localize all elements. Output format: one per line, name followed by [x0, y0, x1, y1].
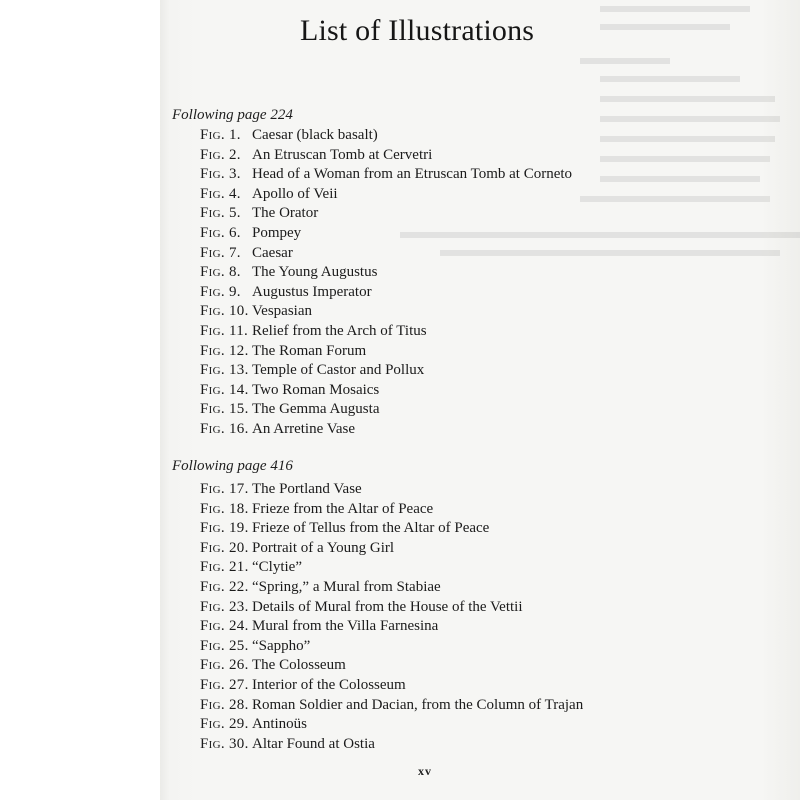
- figure-label: [200, 420, 252, 440]
- illustration-list-2: [200, 480, 583, 754]
- figure-caption: Frieze of Tellus from the Altar of Peace: [252, 520, 490, 537]
- figure-prefix: Fig.: [200, 224, 225, 241]
- figure-label: [200, 165, 252, 185]
- figure-number: 22.: [228, 578, 249, 595]
- figure-caption: Caesar: [252, 244, 293, 261]
- list-item: [200, 656, 583, 676]
- figure-number: 3.: [228, 166, 241, 183]
- figure-prefix: Fig.: [200, 205, 225, 222]
- list-item: [200, 480, 583, 500]
- figure-number: 12.: [228, 342, 249, 359]
- figure-caption: Relief from the Arch of Titus: [252, 322, 427, 339]
- figure-prefix: Fig.: [200, 539, 225, 556]
- figure-prefix: Fig.: [200, 420, 225, 437]
- figure-number: 1.: [228, 127, 241, 143]
- figure-number: 11.: [228, 322, 249, 339]
- figure-caption: An Arretine Vase: [252, 420, 356, 437]
- figure-label: [200, 735, 252, 755]
- figure-prefix: Fig.: [200, 166, 225, 183]
- figure-prefix: Fig.: [200, 637, 225, 654]
- section-heading-224: Following page 224: [172, 107, 293, 123]
- figure-label: [200, 361, 252, 381]
- figure-number: 23.: [228, 598, 249, 615]
- figure-label: [200, 500, 252, 520]
- figure-label: [200, 676, 252, 696]
- figure-prefix: Fig.: [200, 401, 225, 418]
- figure-prefix: Fig.: [200, 696, 225, 713]
- figure-caption: Pompey: [252, 224, 302, 241]
- figure-label: [200, 146, 252, 166]
- list-item: [200, 578, 583, 598]
- figure-caption: Vespasian: [252, 303, 312, 320]
- figure-prefix: Fig.: [200, 146, 225, 163]
- figure-number: 4.: [228, 185, 241, 202]
- figure-prefix: Fig.: [200, 185, 225, 202]
- figure-caption: “Sappho”: [252, 637, 311, 654]
- list-item: [200, 539, 583, 559]
- figure-prefix: Fig.: [200, 303, 225, 320]
- figure-label: [200, 263, 252, 283]
- figure-caption: Antinoüs: [252, 716, 308, 733]
- figure-prefix: Fig.: [200, 676, 225, 693]
- figure-caption: “Spring,” a Mural from Stabiae: [252, 578, 441, 595]
- figure-prefix: Fig.: [200, 342, 225, 359]
- list-item: [200, 126, 572, 146]
- figure-prefix: Fig.: [200, 520, 225, 537]
- figure-label: [200, 342, 252, 362]
- list-item: [200, 146, 572, 166]
- figure-number: 5.: [228, 205, 241, 222]
- figure-caption: The Gemma Augusta: [252, 401, 380, 418]
- figure-caption: Interior of the Colosseum: [252, 676, 406, 693]
- list-item: [200, 361, 572, 381]
- figure-prefix: Fig.: [200, 322, 225, 339]
- figure-number: 21.: [228, 559, 249, 576]
- figure-number: 9.: [228, 283, 241, 300]
- figure-prefix: Fig.: [200, 598, 225, 615]
- figure-label: [200, 539, 252, 559]
- figure-prefix: Fig.: [200, 716, 225, 733]
- figure-label: [200, 715, 252, 735]
- figure-number: 2.: [228, 146, 241, 163]
- figure-number: 20.: [228, 539, 249, 556]
- list-item: [200, 381, 572, 401]
- figure-number: 10.: [228, 303, 249, 320]
- figure-prefix: Fig.: [200, 618, 225, 635]
- figure-number: 6.: [228, 224, 241, 241]
- figure-prefix: Fig.: [200, 735, 225, 752]
- figure-label: [200, 283, 252, 303]
- figure-label: [200, 598, 252, 618]
- list-item: [200, 617, 583, 637]
- figure-label: [200, 519, 252, 539]
- list-item: [200, 400, 572, 420]
- figure-number: 26.: [228, 657, 249, 674]
- figure-prefix: Fig.: [200, 657, 225, 674]
- list-item: [200, 302, 572, 322]
- figure-label: [200, 578, 252, 598]
- figure-label: [200, 480, 252, 500]
- figure-caption: An Etruscan Tomb at Cervetri: [252, 146, 433, 163]
- figure-label: [200, 185, 252, 205]
- list-item: [200, 185, 572, 205]
- figure-number: 24.: [228, 618, 249, 635]
- list-item: [200, 283, 572, 303]
- list-item: [200, 500, 583, 520]
- list-item: [200, 224, 572, 244]
- figure-label: [200, 204, 252, 224]
- figure-caption: The Colosseum: [252, 657, 346, 674]
- figure-label: [200, 381, 252, 401]
- list-item: [200, 696, 583, 716]
- figure-caption: The Young Augustus: [252, 264, 378, 281]
- figure-label: [200, 302, 252, 322]
- list-item: [200, 519, 583, 539]
- figure-label: [200, 126, 252, 146]
- list-item: [200, 637, 583, 657]
- figure-number: 16.: [228, 420, 249, 437]
- figure-number: 25.: [228, 637, 249, 654]
- figure-label: [200, 637, 252, 657]
- figure-caption: Two Roman Mosaics: [252, 381, 380, 398]
- figure-label: [200, 656, 252, 676]
- figure-prefix: Fig.: [200, 127, 225, 143]
- page-title: List of Illustrations: [300, 14, 535, 47]
- figure-caption: Altar Found at Ostia: [252, 735, 375, 752]
- figure-caption: Mural from the Villa Farnesina: [252, 618, 439, 635]
- figure-caption: Temple of Castor and Pollux: [252, 362, 425, 379]
- list-item: [200, 322, 572, 342]
- list-item: [200, 342, 572, 362]
- list-item: [200, 420, 572, 440]
- figure-prefix: Fig.: [200, 264, 225, 281]
- figure-caption: Augustus Imperator: [252, 283, 372, 300]
- figure-number: 27.: [228, 676, 249, 693]
- list-item: [200, 244, 572, 264]
- figure-caption: “Clytie”: [252, 559, 302, 576]
- figure-caption: Details of Mural from the House of the Vettii: [252, 598, 523, 615]
- figure-label: [200, 322, 252, 342]
- illustration-list-1: [200, 126, 572, 440]
- page-number: xv: [418, 764, 432, 778]
- figure-caption: Portrait of a Young Girl: [252, 539, 395, 556]
- list-item: [200, 204, 572, 224]
- section-heading-416: Following page 416: [172, 458, 293, 474]
- figure-label: [200, 558, 252, 578]
- figure-number: 8.: [228, 264, 241, 281]
- figure-caption: Frieze from the Altar of Peace: [252, 500, 434, 517]
- figure-caption: Roman Soldier and Dacian, from the Column of Trajan: [252, 696, 584, 713]
- figure-label: [200, 224, 252, 244]
- figure-caption: The Portland Vase: [252, 481, 362, 497]
- figure-caption: Apollo of Veii: [252, 185, 338, 202]
- figure-caption: Head of a Woman from an Etruscan Tomb at Corneto: [252, 166, 573, 183]
- figure-number: 30.: [228, 735, 249, 752]
- figure-number: 18.: [228, 500, 249, 517]
- figure-prefix: Fig.: [200, 381, 225, 398]
- figure-label: [200, 244, 252, 264]
- figure-caption: The Roman Forum: [252, 342, 367, 359]
- figure-number: 7.: [228, 244, 241, 261]
- figure-prefix: Fig.: [200, 244, 225, 261]
- list-item: [200, 165, 572, 185]
- book-page: [160, 0, 800, 800]
- figure-prefix: Fig.: [200, 362, 225, 379]
- figure-number: 29.: [228, 716, 249, 733]
- figure-caption: The Orator: [252, 205, 319, 222]
- figure-label: [200, 617, 252, 637]
- figure-caption: Caesar (black basalt): [252, 127, 378, 143]
- figure-number: 19.: [228, 520, 249, 537]
- figure-number: 17.: [228, 481, 249, 497]
- figure-prefix: Fig.: [200, 481, 225, 497]
- figure-label: [200, 696, 252, 716]
- figure-prefix: Fig.: [200, 578, 225, 595]
- list-item: [200, 598, 583, 618]
- figure-prefix: Fig.: [200, 500, 225, 517]
- figure-label: [200, 400, 252, 420]
- figure-number: 28.: [228, 696, 249, 713]
- figure-prefix: Fig.: [200, 283, 225, 300]
- figure-number: 14.: [228, 381, 249, 398]
- figure-number: 15.: [228, 401, 249, 418]
- figure-number: 13.: [228, 362, 249, 379]
- list-item: [200, 263, 572, 283]
- list-item: [200, 676, 583, 696]
- list-item: [200, 735, 583, 755]
- list-item: [200, 558, 583, 578]
- figure-prefix: Fig.: [200, 559, 225, 576]
- list-item: [200, 715, 583, 735]
